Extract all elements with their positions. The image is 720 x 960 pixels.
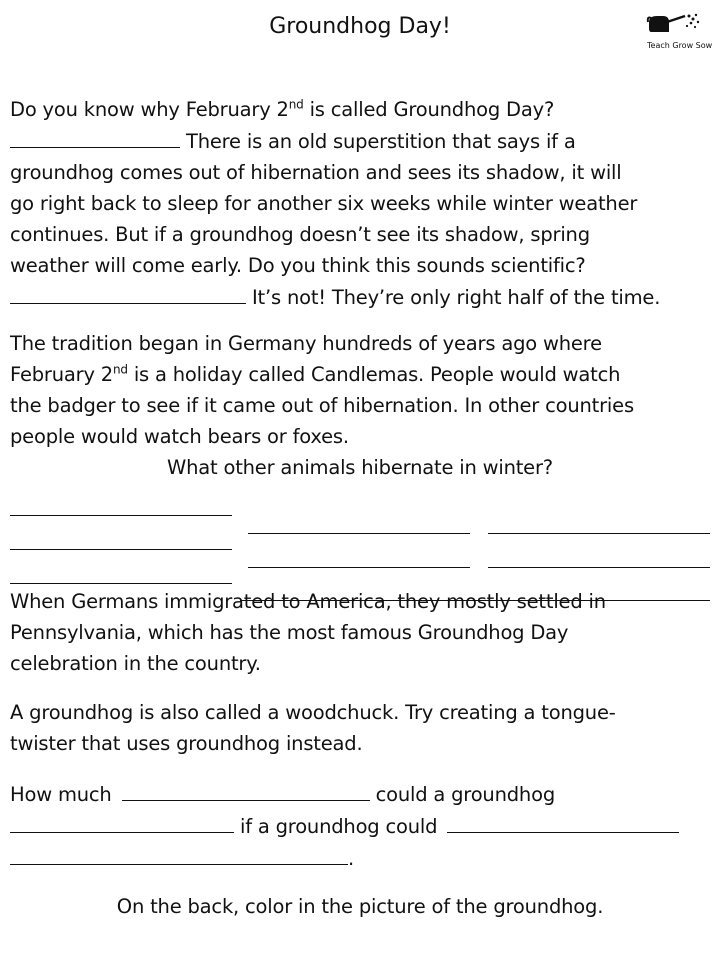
text-line: When Germans immigrated to America, they mostly settled in	[10, 590, 606, 613]
tongue-twister	[10, 778, 710, 874]
text-line: continues. But if a groundhog doesn’t see its shadow, spring	[10, 223, 590, 246]
immigration-paragraph	[10, 586, 710, 679]
text-line: the badger to see if it came out of hibernation. In other countries	[10, 394, 634, 417]
text-line: Do you know why February 2nd is called Groundhog Day?	[10, 97, 555, 121]
text-line: February 2nd is a holiday called Candlemas. People would watch	[10, 362, 621, 386]
logo	[645, 10, 720, 58]
text-line: .	[10, 842, 710, 874]
text-line: Pennsylvania, which has the most famous Groundhog Day	[10, 621, 569, 644]
woodchuck-paragraph	[10, 697, 710, 759]
intro-paragraph	[10, 94, 710, 313]
answer-blank[interactable]	[10, 549, 232, 550]
text-line: celebration in the country.	[10, 652, 261, 675]
answer-blank[interactable]	[488, 567, 710, 568]
footer-instruction: On the back, color in the picture of the groundhog.	[116, 895, 604, 918]
text-line: go right back to sleep for another six weeks while winter weather	[10, 192, 638, 215]
text-line: It’s not! They’re only right half of the time.	[10, 281, 710, 313]
text-line: people would watch bears or foxes.	[10, 425, 349, 448]
answer-blank[interactable]	[122, 778, 370, 801]
answer-blank[interactable]	[447, 810, 679, 833]
answer-blank[interactable]	[10, 281, 246, 304]
answer-blank[interactable]	[248, 567, 470, 568]
answer-blank[interactable]	[10, 810, 234, 833]
text-line: if a groundhog could	[10, 810, 710, 842]
text-line: A groundhog is also called a woodchuck. Try creating a tongue-	[10, 701, 616, 724]
ordinal-suffix: nd	[288, 97, 304, 112]
answer-blank[interactable]	[10, 515, 232, 516]
watering-can-icon	[645, 10, 705, 42]
text-line: The tradition began in Germany hundreds of years ago where	[10, 332, 602, 355]
logo-text: Teach Grow Sow	[647, 41, 713, 50]
answer-blank[interactable]	[10, 125, 180, 148]
answer-blank[interactable]	[10, 583, 232, 584]
hibernate-question: What other animals hibernate in winter?	[167, 456, 553, 479]
tradition-paragraph	[10, 328, 710, 483]
ordinal-suffix: nd	[113, 362, 128, 377]
text-line: weather will come early. Do you think this sounds scientific?	[10, 254, 586, 277]
text-line: groundhog comes out of hibernation and sees its shadow, it will	[10, 161, 622, 184]
text-line: twister that uses groundhog instead.	[10, 732, 363, 755]
answer-blank[interactable]	[488, 533, 710, 534]
answer-blank[interactable]	[248, 533, 470, 534]
answer-blank[interactable]	[10, 842, 348, 865]
text-line: There is an old superstition that says if a	[10, 125, 710, 157]
page-title: Groundhog Day!	[269, 14, 451, 39]
text-line: How much could a groundhog	[10, 778, 710, 810]
